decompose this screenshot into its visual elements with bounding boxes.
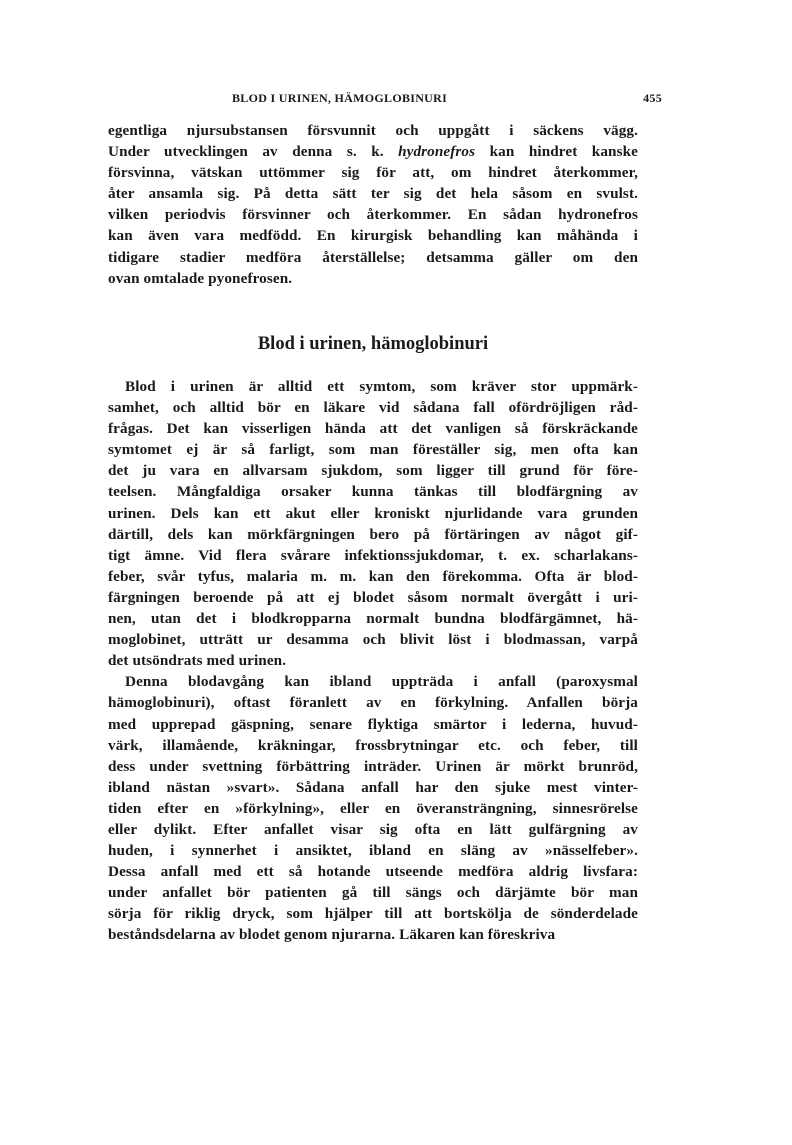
paragraph-hydronefros <box>108 120 638 289</box>
text-line: kan även vara medfödd. En kirurgisk behandling kan måhända i <box>108 227 638 245</box>
italic-term: hydronefros <box>398 143 476 161</box>
text-line: därtill, dels kan mörkfärgningen bero på förtäringen av något gif- <box>108 525 638 543</box>
text-line: ibland nästan »svart». Sådana anfall har den sjuke mest vinter- <box>108 778 638 796</box>
text-line: nen, utan det i blodkropparna normalt bundna blodfärgämnet, hä- <box>108 610 638 628</box>
text-line: samhet, och alltid bör en läkare vid sådana fall ofördröjligen råd- <box>108 399 638 417</box>
text-line: Under utvecklingen av denna s. k. hydronefros kan hindret kanske <box>108 143 638 161</box>
text-line: feber, svår tyfus, malaria m. m. kan den förekomma. Ofta är blod- <box>108 567 638 585</box>
text-line: ovan omtalade pyonefrosen. <box>108 269 293 287</box>
section-heading: Blod i urinen, hämoglobinuri <box>257 334 489 354</box>
text-line: tidigare stadier medföra återställelse; detsamma gäller om den <box>108 248 638 266</box>
text-line: beståndsdelarna av blodet genom njurarna. Läkaren kan föreskriva <box>108 926 556 944</box>
text-line: moglobinet, utträtt ur desamma och blivit löst i blodmassan, varpå <box>108 631 638 649</box>
text-line: eller dylikt. Efter anfallet visar sig ofta en lätt gulfärgning av <box>108 820 638 838</box>
text-line: försvinna, vätskan uttömmer sig för att, om hindret återkommer, <box>108 164 638 182</box>
text-line: hämoglobinuri), oftast föranlett av en förkylning. Anfallen börja <box>108 694 638 712</box>
text-line: Denna blodavgång kan ibland uppträda i anfall (paroxysmal <box>125 673 638 691</box>
page-number: 455 <box>643 91 662 105</box>
running-title: BLOD I URINEN, HÄMOGLOBINURI <box>232 91 448 105</box>
text-line: symtomet ej är så farligt, som man föreställer sig, men ofta kan <box>108 441 638 459</box>
text-line: dess under svettning förbättring inträder. Urinen är mörkt brunröd, <box>108 757 638 775</box>
text-line: åter ansamla sig. På detta sätt ter sig det hela såsom en svulst. <box>108 185 638 203</box>
text-line: urinen. Dels kan ett akut eller kroniskt njurlidande vara grunden <box>108 504 638 522</box>
text-line: det utsöndrats med urinen. <box>108 652 287 670</box>
text-line: frågas. Det kan visserligen hända att det vanligen så förskräckande <box>108 420 638 438</box>
text-line: teelsen. Mångfaldiga orsaker kunna tänkas till blodfärgning av <box>108 483 638 501</box>
text-line: huden, i synnerhet i ansiktet, ibland en släng av »nässelfeber». <box>108 842 638 860</box>
paragraph-blod-i-urinen <box>108 376 638 946</box>
running-header <box>232 91 662 109</box>
text-line: det ju vara en allvarsam sjukdom, som ligger till grund för före- <box>108 462 638 480</box>
text-line: tiden efter en »förkylning», eller en överansträngning, sinnesrörelse <box>108 799 638 817</box>
text-line: värk, illamående, kräkningar, frossbrytningar etc. och feber, till <box>108 736 638 754</box>
text-line: tigt ämne. Vid flera svårare infektionssjukdomar, t. ex. scharlakans- <box>108 546 638 564</box>
text-line: färgningen beroende på att ej blodet såsom normalt övergått i uri- <box>108 588 638 606</box>
text-line: Dessa anfall med ett så hotande utseende medföra aldrig livsfara: <box>108 863 638 881</box>
text-line: under anfallet bör patienten gå till sängs och därjämte bör man <box>108 884 638 902</box>
text-line: sörja för riklig dryck, som hjälper till att bortskölja de sönderdelade <box>108 905 638 923</box>
text-line: egentliga njursubstansen försvunnit och uppgått i säckens vägg. <box>108 122 638 139</box>
text-line: vilken periodvis försvinner och återkommer. En sådan hydronefros <box>108 206 638 224</box>
text-line: med upprepad gäspning, senare flyktiga smärtor i lederna, huvud- <box>108 715 638 733</box>
text-line: Blod i urinen är alltid ett symtom, som kräver stor uppmärk- <box>125 378 638 395</box>
